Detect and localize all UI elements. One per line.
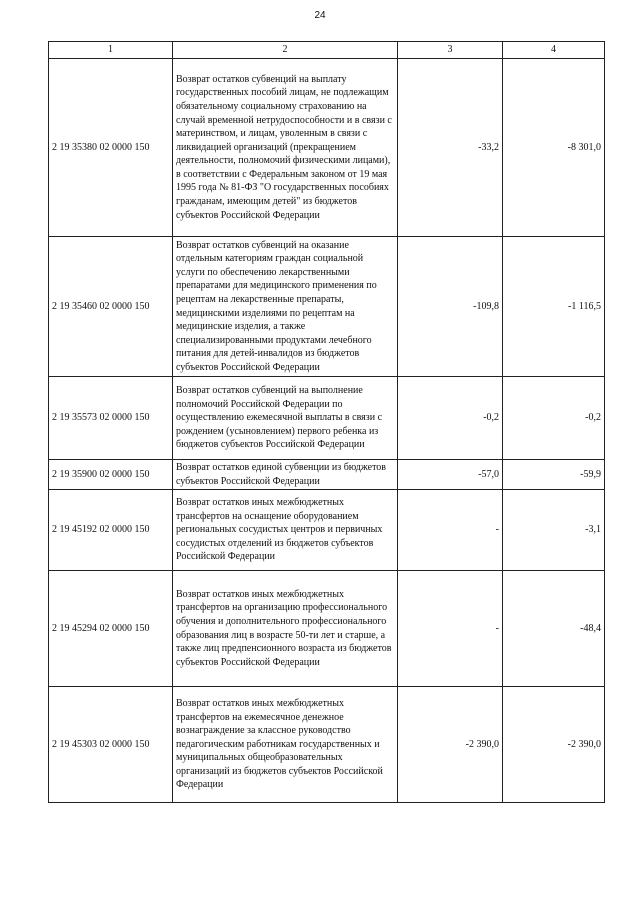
table-row	[49, 460, 605, 490]
budget-code-cell: 2 19 45294 02 0000 150	[49, 571, 173, 687]
description-cell: Возврат остатков иных межбюджетных трансфертов на ежемесячное денежное вознаграждение за классное руководство педагогическим работникам государственных и муниципальных общеобразовательных организаций из бюджетов субъектов Российской Федерации	[173, 687, 398, 803]
amount-col3-cell: -33,2	[398, 59, 503, 237]
table-row	[49, 59, 605, 237]
amount-col4-cell: -8 301,0	[503, 59, 605, 237]
amount-col4-cell: -2 390,0	[503, 687, 605, 803]
amount-col3-cell: -0,2	[398, 377, 503, 460]
description-cell: Возврат остатков субвенций на выплату государственных пособий лицам, не подлежащим обязательному социальному страхованию на случай временной нетрудоспособности и в связи с материнством, и лицам, уволенным в связи с ликвидацией организаций (прекращением деятельности, полномочий физическими лицами), в соответствии с Федеральным законом от 19 мая 1995 года № 81-ФЗ "О государственных пособиях гражданам, имеющим детей" из бюджетов субъектов Российской Федерации	[173, 59, 398, 237]
budget-code-cell: 2 19 45192 02 0000 150	[49, 490, 173, 571]
table-row	[49, 237, 605, 377]
amount-col3-cell: -57,0	[398, 460, 503, 490]
table-row	[49, 687, 605, 803]
budget-code-cell: 2 19 35380 02 0000 150	[49, 59, 173, 237]
table-header-row	[49, 42, 605, 59]
budget-code-cell: 2 19 45303 02 0000 150	[49, 687, 173, 803]
description-cell: Возврат остатков иных межбюджетных трансфертов на оснащение оборудованием региональных сосудистых центров и первичных сосудистых отделений из бюджетов субъектов Российской Федерации	[173, 490, 398, 571]
amount-col3-cell: -	[398, 490, 503, 571]
column-header-2: 2	[173, 42, 398, 59]
budget-table	[48, 41, 605, 803]
description-cell: Возврат остатков единой субвенции из бюджетов субъектов Российской Федерации	[173, 460, 398, 490]
amount-col4-cell: -0,2	[503, 377, 605, 460]
description-cell: Возврат остатков иных межбюджетных трансфертов на организацию профессионального обучения и дополнительного профессионального образования лиц в возрасте 50-ти лет и старше, а также лиц предпенсионного возраста из бюджетов субъектов Российской Федерации	[173, 571, 398, 687]
budget-code-cell: 2 19 35900 02 0000 150	[49, 460, 173, 490]
table-row	[49, 490, 605, 571]
budget-code-cell: 2 19 35460 02 0000 150	[49, 237, 173, 377]
amount-col4-cell: -1 116,5	[503, 237, 605, 377]
column-header-3: 3	[398, 42, 503, 59]
description-cell: Возврат остатков субвенций на оказание отдельным категориям граждан социальной услуги по обеспечению лекарственными препаратами для медицинского применения по рецептам на лекарственные препараты, медицинскими изделиями по рецептам на медицинские изделия, а также специализированными продуктами лечебного питания для детей-инвалидов из бюджетов субъектов Российской Федерации	[173, 237, 398, 377]
page-number: 24	[314, 10, 326, 21]
budget-code-cell: 2 19 35573 02 0000 150	[49, 377, 173, 460]
amount-col3-cell: -109,8	[398, 237, 503, 377]
amount-col3-cell: -	[398, 571, 503, 687]
column-header-4: 4	[503, 42, 605, 59]
amount-col4-cell: -48,4	[503, 571, 605, 687]
table-row	[49, 571, 605, 687]
column-header-1: 1	[49, 42, 173, 59]
description-cell: Возврат остатков субвенций на выполнение полномочий Российской Федерации по осуществлению ежемесячной выплаты в связи с рождением (усыновлением) первого ребенка из бюджетов субъектов Российской Федерации	[173, 377, 398, 460]
amount-col4-cell: -59,9	[503, 460, 605, 490]
amount-col4-cell: -3,1	[503, 490, 605, 571]
amount-col3-cell: -2 390,0	[398, 687, 503, 803]
table-row	[49, 377, 605, 460]
